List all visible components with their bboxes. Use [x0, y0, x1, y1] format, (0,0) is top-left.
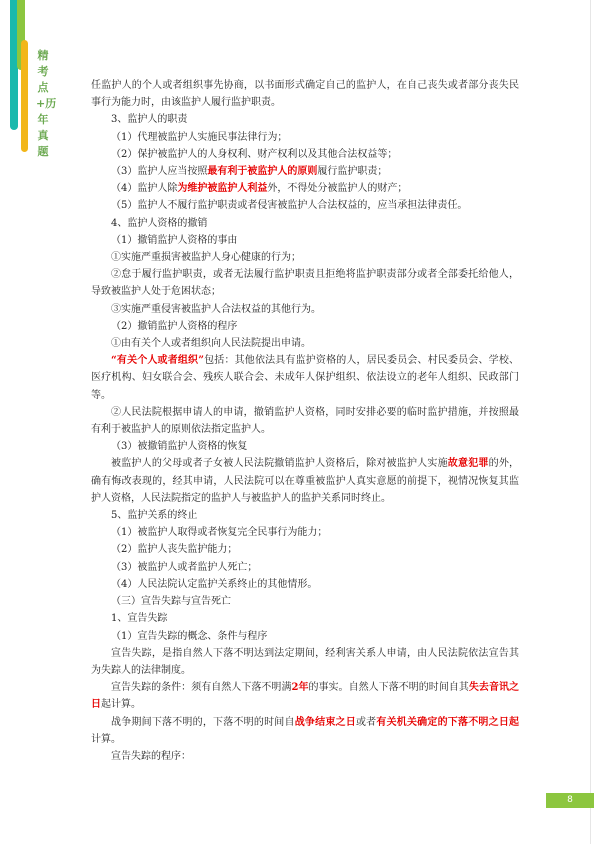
list-item: ①实施严重损害被监护人身心健康的行为； — [111, 252, 301, 264]
page-edge-line — [590, 0, 591, 844]
section-heading: 4、监护人资格的撤销 — [111, 217, 208, 229]
highlight: “有关个人或者组织” — [111, 355, 204, 367]
list-item: （1）被监护人取得或者恢复完全民事行为能力； — [111, 527, 328, 539]
highlight: 有关机关确定的下落不明之日起 — [376, 716, 520, 728]
text: 被监护人的父母或者子女被人民法院撤销监护人资格后，除对被监护人实施 — [111, 458, 448, 470]
list-item — [91, 163, 519, 180]
section-heading: 1、宣告失踪 — [111, 613, 168, 625]
highlight: 战争结束之日 — [294, 716, 356, 728]
sub-heading: （1）宣告失踪的概念、条件与程序 — [111, 630, 268, 642]
paragraph — [91, 352, 519, 404]
decor-bar-gold — [21, 40, 28, 152]
list-item: （1）代理被监护人实施民事法律行为； — [111, 131, 288, 143]
paragraph — [91, 679, 519, 713]
highlight: 为维护被监护人利益 — [177, 183, 268, 195]
list-item: （4）人民法院认定监护关系终止的其他情形。 — [111, 578, 318, 590]
highlight: 最有利于被监护人的原则 — [207, 166, 318, 178]
text: 的外，确有悔改表现的，经其申请，人民法院可以在尊重被监护人真实意愿的前提下，视情况恢复其监护人资格，人民法院指定的监护人与被监护人的监护关系同时终止。 — [91, 458, 520, 504]
list-item: ①由有关个人或者组织向人民法院提出申请。 — [111, 338, 311, 350]
section-heading: 5、监护关系的终止 — [111, 510, 198, 522]
text: 起计算。 — [101, 699, 141, 711]
paragraph — [91, 714, 519, 748]
paragraph — [91, 455, 519, 507]
text: 计算。 — [91, 733, 121, 745]
highlight: 故意犯罪 — [447, 458, 489, 470]
text: 履行监护职责； — [317, 166, 388, 178]
text: 的事实。自然人下落不明的时间自其 — [308, 682, 469, 694]
text: 宣告失踪的条件：须有自然人下落不明满 — [111, 682, 292, 694]
list-item: （5）监护人不履行监护职责或者侵害被监护人合法权益的，应当承担法律责任。 — [111, 200, 468, 212]
text: 或者 — [355, 716, 377, 728]
section-heading: （三）宣告失踪与宣告死亡 — [111, 596, 231, 608]
sub-heading: （2）撤销监护人资格的程序 — [111, 320, 238, 332]
sub-heading: （3）被撤销监护人资格的恢复 — [111, 441, 248, 453]
text: 战争期间下落不明的，下落不明的时间自 — [111, 716, 295, 728]
text: 包括：其他依法具有监护资格的人，居民委员会、村民委员会、学校、医疗机构、妇女联合会、残疾人联合会、未成年人保护组织、依法设立的老年人组织、民政部门等。 — [91, 355, 519, 401]
list-item: ③实施严重侵害被监护人合法权益的其他行为。 — [111, 303, 321, 315]
page-number: 8 — [546, 793, 594, 808]
section-heading: 3、监护人的职责 — [111, 114, 188, 126]
paragraph: 任监护人的个人或者组织事先协商，以书面形式确定自己的监护人，在自己丧失或者部分丧失民事行为能力时，由该监护人履行监护职责。 — [91, 80, 519, 109]
side-label: 精考点+历年真题 — [36, 49, 57, 158]
list-item: （2）保护被监护人的人身权利、财产权利以及其他合法权益等； — [111, 148, 398, 160]
list-item: ②人民法院根据申请人的申请，撤销监护人资格，同时安排必要的临时监护措施，并按照最有利于被监护人的原则依法指定监护人。 — [91, 406, 519, 436]
list-item — [91, 180, 519, 197]
list-item: ②怠于履行监护职责，或者无法履行监护职责且拒绝将监护职责部分或者全部委托给他人，导致被监护人处于危困状态； — [91, 269, 519, 298]
list-item: （3）被监护人或者监护人死亡； — [111, 561, 258, 573]
paragraph: 宣告失踪的程序： — [111, 750, 191, 762]
sub-heading: （1）撤销监护人资格的事由 — [111, 234, 238, 246]
page-content — [91, 77, 519, 765]
text: 外，不得处分被监护人的财产； — [267, 183, 408, 195]
list-item: （2）监护人丧失监护能力； — [111, 544, 238, 556]
highlight: 失去音讯之日 — [91, 682, 520, 711]
text: （4）监护人除 — [111, 183, 178, 195]
paragraph: 宣告失踪，是指自然人下落不明达到法定期间，经利害关系人申请，由人民法院依法宣告其为失踪人的法律制度。 — [91, 647, 519, 676]
text: （3）监护人应当按照 — [111, 166, 208, 178]
highlight: 2年 — [291, 682, 309, 694]
